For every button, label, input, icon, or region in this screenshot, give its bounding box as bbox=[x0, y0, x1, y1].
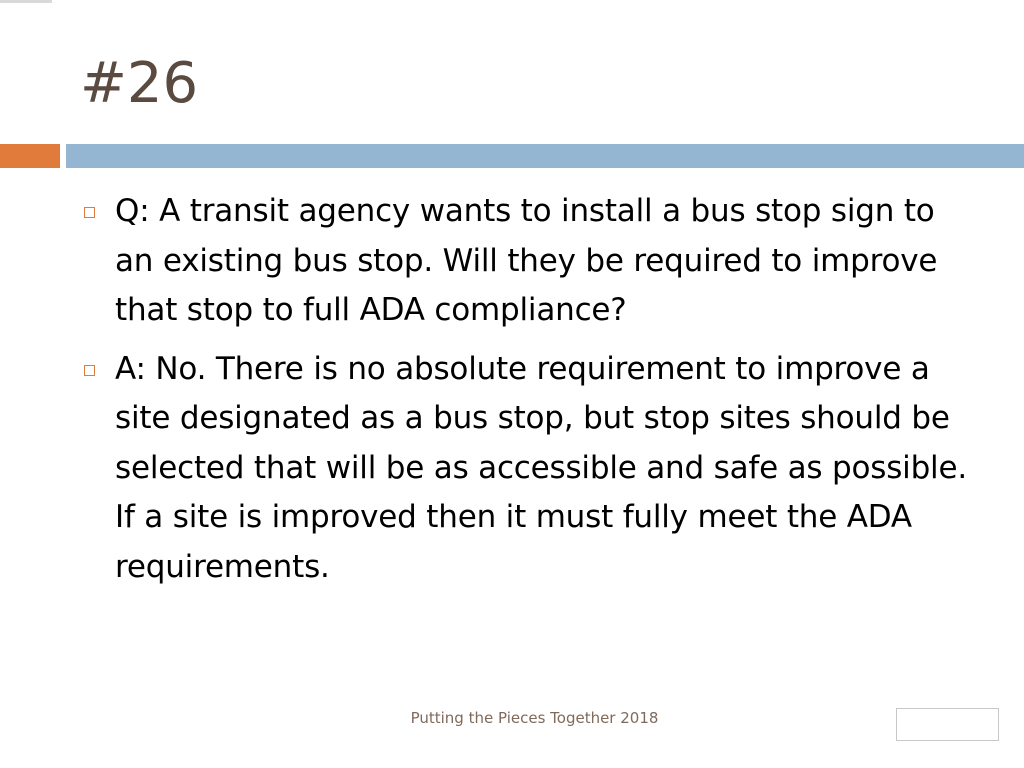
bullet-question bbox=[80, 187, 980, 336]
bullet-question-text: Q: A transit agency wants to install a bus stop sign to an existing bus stop. Will they be required to improve that stop to full ADA compliance? bbox=[115, 193, 938, 328]
accent-bar-orange bbox=[0, 144, 60, 168]
square-bullet-icon bbox=[84, 207, 95, 218]
page-number-box bbox=[896, 708, 999, 741]
corner-mark bbox=[0, 0, 52, 3]
bullet-list bbox=[80, 187, 980, 601]
accent-bar-blue bbox=[66, 144, 1024, 168]
bullet-answer-text: A: No. There is no absolute requirement to improve a site designated as a bus stop, but stop sites should be selected that will be as accessible and safe as possible. If a site is improved then it must fully meet the ADA requirements. bbox=[115, 350, 967, 585]
slide-footer: Putting the Pieces Together 2018 bbox=[410, 709, 659, 727]
bullet-answer bbox=[80, 345, 980, 593]
square-bullet-icon bbox=[84, 365, 95, 376]
slide-title: #26 bbox=[80, 51, 199, 116]
